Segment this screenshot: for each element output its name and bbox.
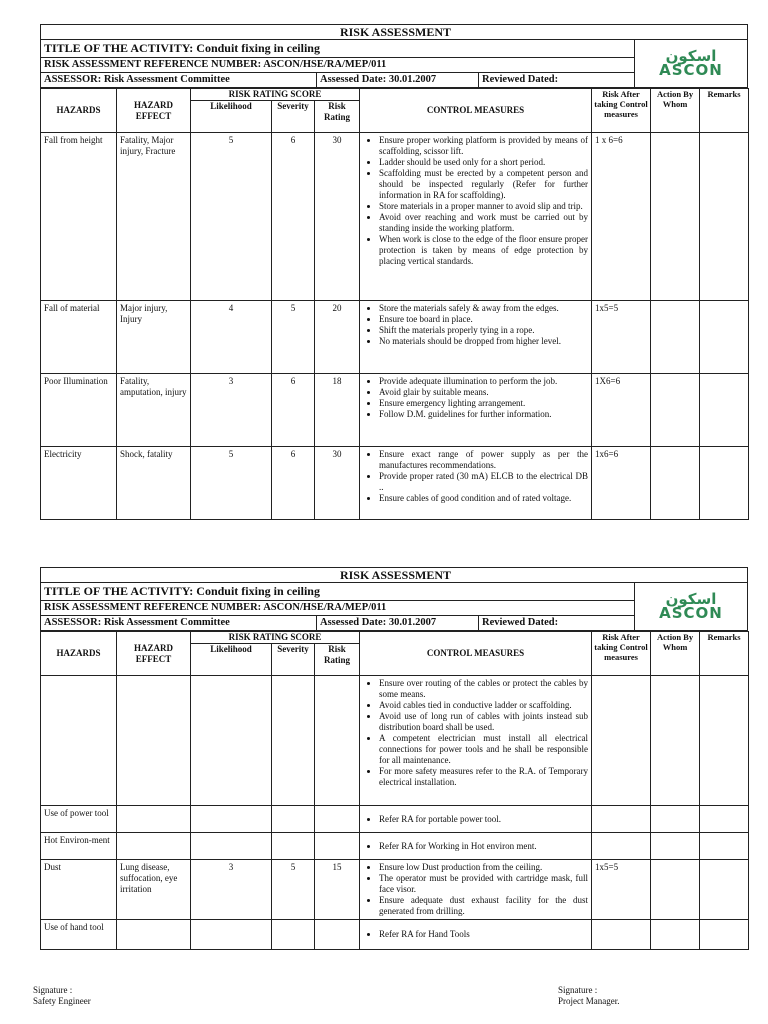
control-measure-item: • Ensure proper working platform is provided by means of scaffolding, scissor lift.	[379, 135, 588, 157]
hazard-effect-cell: Fatality, amputation, injury	[117, 374, 191, 447]
col-hazards: HAZARDS	[41, 89, 117, 133]
remarks-cell	[700, 301, 749, 374]
hazard-cell: Electricity	[41, 447, 117, 520]
control-measure-item: • Provide adequate illumination to perform the job.	[379, 376, 588, 387]
likelihood-cell: 3	[191, 374, 272, 447]
control-measures-cell	[360, 301, 592, 374]
control-measure-item: • Shift the materials properly tying in a rope.	[379, 325, 588, 336]
col-hazard-effect: HAZARD EFFECT	[117, 632, 191, 676]
col-likelihood: Likelihood	[191, 644, 272, 676]
hazard-effect-cell	[117, 920, 191, 950]
action-by-cell	[651, 833, 700, 860]
severity-cell: 6	[272, 374, 315, 447]
sheet-title: RISK ASSESSMENT	[41, 25, 747, 40]
table-row	[41, 301, 749, 374]
control-measures-cell	[360, 860, 592, 920]
control-measure-item: • Avoid use of long run of cables with joints instead sub distribution board shall be used.	[379, 711, 588, 733]
col-risk-rating-score: RISK RATING SCORE	[191, 632, 360, 644]
control-measures-list	[363, 135, 588, 267]
control-measures-list	[363, 449, 588, 504]
control-measures-list	[363, 303, 588, 347]
control-measure-item: • Store materials in a proper manner to avoid slip and trip.	[379, 201, 588, 212]
control-measures-list	[363, 814, 588, 825]
col-remarks: Remarks	[700, 632, 749, 676]
hazard-cell: Dust	[41, 860, 117, 920]
control-measure-item: • Avoid cables tied in conductive ladder or scaffolding.	[379, 700, 588, 711]
assessor-row	[41, 616, 634, 631]
action-by-cell	[651, 920, 700, 950]
table-row	[41, 133, 749, 301]
control-measure-item: • Follow D.M. guidelines for further information.	[379, 409, 588, 420]
control-measure-item: • No materials should be dropped from higher level.	[379, 336, 588, 347]
assessor: ASSESSOR: Risk Assessment Committee	[41, 73, 317, 87]
assessed-date: Assessed Date: 30.01.2007	[317, 616, 479, 630]
ascon-logo	[634, 583, 747, 631]
hazard-cell: Fall of material	[41, 301, 117, 374]
control-measures-cell	[360, 833, 592, 860]
activity-label: TITLE OF THE ACTIVITY:	[44, 41, 194, 55]
action-by-cell	[651, 301, 700, 374]
hazard-effect-cell	[117, 833, 191, 860]
col-risk-after: Risk After taking Control measures	[592, 632, 651, 676]
assessed-date: Assessed Date: 30.01.2007	[317, 73, 479, 87]
control-measure-item: • Ensure cables of good condition and of rated voltage.	[379, 493, 588, 504]
action-by-cell	[651, 676, 700, 806]
severity-cell	[272, 806, 315, 833]
control-measure-item: • Refer RA for Working in Hot environ ment.	[379, 841, 588, 852]
action-by-cell	[651, 374, 700, 447]
hazard-effect-cell	[117, 806, 191, 833]
severity-cell	[272, 676, 315, 806]
table-row	[41, 920, 749, 950]
control-measure-item: • The operator must be provided with cartridge mask, full face visor.	[379, 873, 588, 895]
severity-cell: 6	[272, 133, 315, 301]
control-measures-cell	[360, 806, 592, 833]
ascon-logo	[634, 40, 747, 88]
risk-rating-cell: 20	[315, 301, 360, 374]
reference-number: RISK ASSESSMENT REFERENCE NUMBER: ASCON/HSE/RA/MEP/011	[41, 601, 634, 616]
risk-after-cell: 1x6=6	[592, 447, 651, 520]
reference-number: RISK ASSESSMENT REFERENCE NUMBER: ASCON/HSE/RA/MEP/011	[41, 58, 634, 73]
col-risk-rating: Risk Rating	[315, 644, 360, 676]
logo-arabic-text: اسكون	[665, 47, 717, 65]
risk-table	[40, 88, 749, 520]
severity-cell: 5	[272, 860, 315, 920]
control-measure-item: • Ladder should be used only for a short period.	[379, 157, 588, 168]
likelihood-cell: 4	[191, 301, 272, 374]
risk-rating-cell	[315, 806, 360, 833]
control-measure-item: • Ensure over routing of the cables or protect the cables by some means.	[379, 678, 588, 700]
severity-cell: 6	[272, 447, 315, 520]
safety-engineer-signature	[33, 985, 91, 1007]
likelihood-cell: 3	[191, 860, 272, 920]
assessor-row	[41, 73, 634, 88]
activity-title	[41, 583, 634, 601]
control-measures-list	[363, 929, 588, 940]
remarks-cell	[700, 860, 749, 920]
risk-assessment-sheet-1	[40, 24, 748, 520]
risk-after-cell	[592, 833, 651, 860]
col-hazard-effect: HAZARD EFFECT	[117, 89, 191, 133]
remarks-cell	[700, 806, 749, 833]
remarks-cell	[700, 920, 749, 950]
control-measure-item: • Avoid glair by suitable means.	[379, 387, 588, 398]
col-likelihood: Likelihood	[191, 101, 272, 133]
logo-text: ASCON	[659, 604, 723, 622]
control-measures-cell	[360, 133, 592, 301]
hazard-effect-cell: Fatality, Major injury, Fracture	[117, 133, 191, 301]
table-row	[41, 447, 749, 520]
severity-cell	[272, 920, 315, 950]
hazard-cell: Fall from height	[41, 133, 117, 301]
action-by-cell	[651, 133, 700, 301]
risk-after-cell	[592, 920, 651, 950]
risk-after-cell	[592, 676, 651, 806]
control-measure-item: • Ensure adequate dust exhaust facility for the dust generated from drilling.	[379, 895, 588, 917]
risk-after-cell: 1 x 6=6	[592, 133, 651, 301]
hazard-cell: Use of hand tool	[41, 920, 117, 950]
col-severity: Severity	[272, 101, 315, 133]
control-measures-list	[363, 862, 588, 917]
likelihood-cell: 5	[191, 447, 272, 520]
assessor: ASSESSOR: Risk Assessment Committee	[41, 616, 317, 630]
risk-after-cell: 1x5=5	[592, 301, 651, 374]
col-risk-rating-score: RISK RATING SCORE	[191, 89, 360, 101]
hazard-effect-cell: Major injury, Injury	[117, 301, 191, 374]
risk-rating-cell: 15	[315, 860, 360, 920]
activity-title	[41, 40, 634, 58]
risk-rating-cell	[315, 676, 360, 806]
activity-value: Conduit fixing in ceiling	[196, 584, 320, 598]
logo-arabic-text: اسكون	[665, 590, 717, 608]
remarks-cell	[700, 133, 749, 301]
hazard-effect-cell: Lung disease, suffocation, eye irritation	[117, 860, 191, 920]
table-row	[41, 833, 749, 860]
control-measures-cell	[360, 676, 592, 806]
risk-rating-cell: 18	[315, 374, 360, 447]
likelihood-cell	[191, 806, 272, 833]
signature-label: Signature :	[558, 985, 598, 995]
remarks-cell	[700, 833, 749, 860]
hazard-effect-cell: Shock, fatality	[117, 447, 191, 520]
severity-cell	[272, 833, 315, 860]
col-action-by: Action By Whom	[651, 89, 700, 133]
remarks-cell	[700, 447, 749, 520]
likelihood-cell	[191, 920, 272, 950]
control-measure-item: • A competent electrician must install all electrical connections for power tools and he shall be responsible for all maintenance.	[379, 733, 588, 766]
likelihood-cell: 5	[191, 133, 272, 301]
hazard-effect-cell	[117, 676, 191, 806]
col-control-measures: CONTROL MEASURES	[360, 89, 592, 133]
control-measure-item: • Provide proper rated (30 mA) ELCB to the electrical DB ..	[379, 471, 588, 493]
control-measures-list	[363, 678, 588, 788]
table-row	[41, 374, 749, 447]
col-control-measures: CONTROL MEASURES	[360, 632, 592, 676]
action-by-cell	[651, 806, 700, 833]
reviewed-date: Reviewed Dated:	[482, 74, 559, 85]
hazard-cell	[41, 676, 117, 806]
control-measures-list	[363, 376, 588, 420]
reviewed-date: Reviewed Dated:	[482, 617, 559, 628]
remarks-cell	[700, 374, 749, 447]
control-measures-list	[363, 841, 588, 852]
risk-rating-cell: 30	[315, 133, 360, 301]
col-remarks: Remarks	[700, 89, 749, 133]
risk-after-cell: 1x5=5	[592, 860, 651, 920]
table-row	[41, 676, 749, 806]
control-measure-item: • For more safety measures refer to the R.A. of Temporary electrical installation.	[379, 766, 588, 788]
control-measure-item: • Refer RA for portable power tool.	[379, 814, 588, 825]
risk-rating-cell	[315, 833, 360, 860]
col-severity: Severity	[272, 644, 315, 676]
risk-after-cell	[592, 806, 651, 833]
control-measure-item: • Ensure exact range of power supply as per the manufactures recommendations.	[379, 449, 588, 471]
control-measures-cell	[360, 920, 592, 950]
risk-after-cell: 1X6=6	[592, 374, 651, 447]
signature-role: Project Manager.	[558, 996, 620, 1006]
control-measure-item: • Ensure emergency lighting arrangement.	[379, 398, 588, 409]
severity-cell: 5	[272, 301, 315, 374]
control-measure-item: • Refer RA for Hand Tools	[379, 929, 588, 940]
action-by-cell	[651, 860, 700, 920]
control-measure-item: • Scaffolding must be erected by a competent person and should be inspected regularly (Refer for further information in RA for scaffolding).	[379, 168, 588, 201]
logo-text: ASCON	[659, 61, 723, 79]
risk-rating-cell	[315, 920, 360, 950]
signature-role: Safety Engineer	[33, 996, 91, 1006]
control-measure-item: • Store the materials safely & away from the edges.	[379, 303, 588, 314]
signature-label: Signature :	[33, 985, 73, 995]
col-action-by: Action By Whom	[651, 632, 700, 676]
control-measure-item: • Ensure toe board in place.	[379, 314, 588, 325]
risk-assessment-sheet-2	[40, 567, 748, 950]
likelihood-cell	[191, 833, 272, 860]
sheet-header	[40, 567, 748, 631]
control-measure-item: • Ensure low Dust production from the ceiling.	[379, 862, 588, 873]
hazard-cell: Hot Environ-ment	[41, 833, 117, 860]
sheet-title: RISK ASSESSMENT	[41, 568, 747, 583]
action-by-cell	[651, 447, 700, 520]
col-risk-after: Risk After taking Control measures	[592, 89, 651, 133]
control-measures-cell	[360, 447, 592, 520]
risk-table	[40, 631, 749, 950]
activity-value: Conduit fixing in ceiling	[196, 41, 320, 55]
col-risk-rating: Risk Rating	[315, 101, 360, 133]
control-measure-item: • When work is close to the edge of the floor ensure proper protection is taken by means of edge protection by placing vertical standards.	[379, 234, 588, 267]
table-row	[41, 860, 749, 920]
col-hazards: HAZARDS	[41, 632, 117, 676]
project-manager-signature	[558, 985, 619, 1007]
activity-label: TITLE OF THE ACTIVITY:	[44, 584, 194, 598]
remarks-cell	[700, 676, 749, 806]
risk-rating-cell: 30	[315, 447, 360, 520]
control-measures-cell	[360, 374, 592, 447]
hazard-cell: Use of power tool	[41, 806, 117, 833]
likelihood-cell	[191, 676, 272, 806]
hazard-cell: Poor Illumination	[41, 374, 117, 447]
sheet-header	[40, 24, 748, 88]
control-measure-item: • Avoid over reaching and work must be carried out by standing inside the working platform.	[379, 212, 588, 234]
table-row	[41, 806, 749, 833]
